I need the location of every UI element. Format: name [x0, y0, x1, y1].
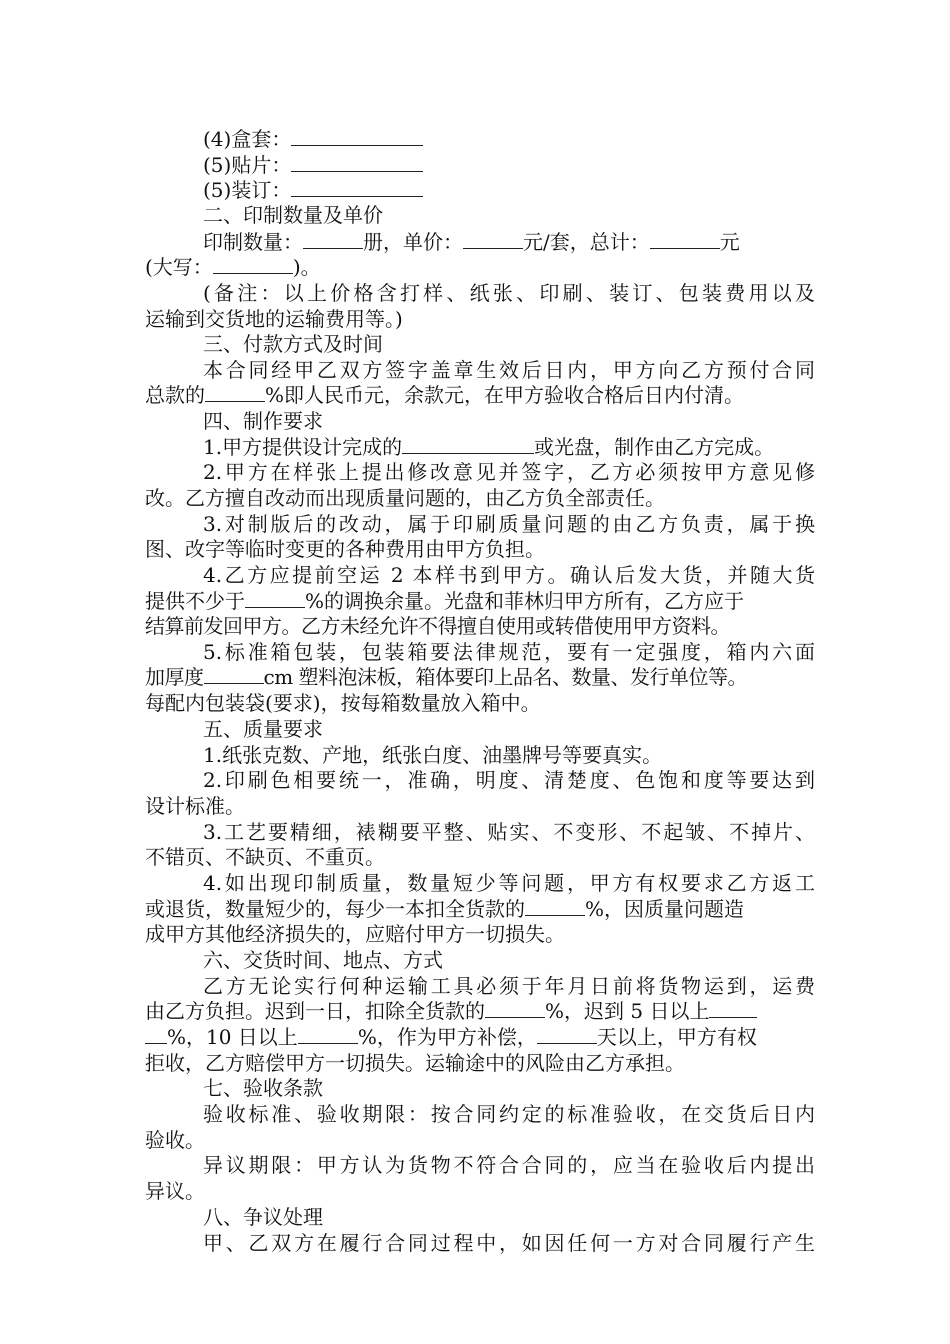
production-item-4-line-3: 结算前发回甲方。乙方未经允许不得擅自使用或转借使用甲方资料。 [145, 614, 730, 638]
payment-line-2: 总款的 %即人民币元，余款元，在甲方验收合格后日内付清。 [145, 383, 745, 407]
delivery-line-4: 拒收，乙方赔偿甲方一切损失。运输途中的风险由乙方承担。 [145, 1051, 685, 1075]
section-heading-4: 四、制作要求 [203, 409, 323, 433]
blank-field [709, 1000, 757, 1018]
section-heading-7: 七、验收条款 [203, 1076, 323, 1100]
blank-field [537, 1026, 597, 1044]
quality-item-3-line-2: 不错页、不缺页、不重页。 [145, 845, 385, 869]
delivery-line-1: 乙方无论实行何种运输工具必须于年月日前将货物运到，运费 [203, 974, 815, 998]
item-binding: (5)装订： [203, 177, 815, 203]
production-item-3-line-2: 图、改字等临时变更的各种费用由甲方负担。 [145, 537, 545, 561]
production-item-1: 1.甲方提供设计完成的 或光盘，制作由乙方完成。 [203, 435, 775, 459]
blank-field [402, 436, 534, 454]
section-heading-3: 三、付款方式及时间 [203, 332, 383, 356]
remark-line-2: 运输到交货地的运输费用等。) [145, 307, 403, 331]
quality-item-2-line-1: 2.印刷色相要统一，准确，明度、清楚度、色饱和度等要达到 [203, 768, 815, 792]
section-heading-5: 五、质量要求 [203, 717, 323, 741]
quality-item-3-line-1: 3.工艺要精细，裱糊要平整、贴实、不变形、不起皱、不掉片、 [203, 820, 815, 844]
dispute-line-1: 甲、乙双方在履行合同过程中，如因任何一方对合同履行产生 [203, 1231, 815, 1255]
quantity-price-line: 印制数量： 册，单价： 元/套，总计： 元 [203, 230, 740, 254]
delivery-line-3: %，10 日以上 %，作为甲方补偿， 天以上，甲方有权 [145, 1024, 815, 1050]
objection-line-2: 异议。 [145, 1179, 205, 1203]
blank-field [204, 666, 264, 684]
section-heading-6: 六、交货时间、地点、方式 [203, 948, 443, 972]
blank-field [291, 154, 423, 172]
blank-field [525, 898, 585, 916]
quality-item-2-line-2: 设计标准。 [145, 794, 245, 818]
delivery-line-2: 由乙方负担。迟到一日，扣除全货款的 %，迟到 5 日以上 [145, 998, 815, 1024]
acceptance-line-1: 验收标准、验收期限：按合同约定的标准验收，在交货后日内 [203, 1102, 815, 1126]
blank-field [650, 231, 720, 249]
quality-item-4-line-3: 成甲方其他经济损失的，应赔付甲方一切损失。 [145, 922, 565, 946]
remark-line-1: (备注：以上价格含打样、纸张、印刷、装订、包装费用以及 [203, 281, 815, 305]
blank-field [298, 1026, 358, 1044]
blank-field [245, 590, 305, 608]
blank-field [303, 231, 363, 249]
production-item-2-line-1: 2.甲方在样张上提出修改意见并签字，乙方必须按甲方意见修 [203, 460, 815, 484]
blank-field [213, 256, 293, 274]
blank-field [145, 1026, 167, 1044]
production-item-4-line-2: 提供不少于 %的调换余量。光盘和菲林归甲方所有，乙方应于 [145, 589, 745, 613]
production-item-4-line-1: 4.乙方应提前空运 2 本样书到甲方。确认后发大货，并随大货 [203, 563, 815, 587]
blank-field [291, 179, 423, 197]
blank-field [205, 384, 265, 402]
blank-field [291, 128, 423, 146]
production-item-2-line-2: 改。乙方擅自改动而出现质量问题的，由乙方负全部责任。 [145, 486, 665, 510]
amount-in-words-line: (大写： )。 [145, 255, 321, 279]
item-box-cover: (4)盒套： [203, 126, 815, 152]
production-item-5-line-2: 加厚度 cm 塑料泡沫板，箱体要印上品名、数量、发行单位等。 [145, 665, 748, 689]
section-heading-8: 八、争议处理 [203, 1205, 323, 1229]
payment-line-1: 本合同经甲乙双方签字盖章生效后日内，甲方向乙方预付合同 [203, 358, 815, 382]
quality-item-4-line-2: 或退货，数量短少的，每少一本扣全货款的 %，因质量问题造 [145, 897, 745, 921]
item-sticker: (5)贴片： [203, 152, 815, 178]
section-heading-2: 二、印制数量及单价 [203, 203, 383, 227]
blank-field [485, 1000, 545, 1018]
quality-item-1: 1.纸张克数、产地，纸张白度、油墨牌号等要真实。 [203, 743, 663, 767]
blank-field [463, 231, 523, 249]
production-item-5-line-3: 每配内包装袋(要求)，按每箱数量放入箱中。 [145, 691, 541, 715]
production-item-5-line-1: 5.标准箱包装，包装箱要法律规范，要有一定强度，箱内六面 [203, 640, 815, 664]
objection-line-1: 异议期限：甲方认为货物不符合合同的，应当在验收后内提出 [203, 1153, 815, 1177]
production-item-3-line-1: 3.对制版后的改动，属于印刷质量问题的由乙方负责，属于换 [203, 512, 815, 536]
quality-item-4-line-1: 4.如出现印制质量，数量短少等问题，甲方有权要求乙方返工 [203, 871, 815, 895]
acceptance-line-2: 验收。 [145, 1128, 205, 1152]
